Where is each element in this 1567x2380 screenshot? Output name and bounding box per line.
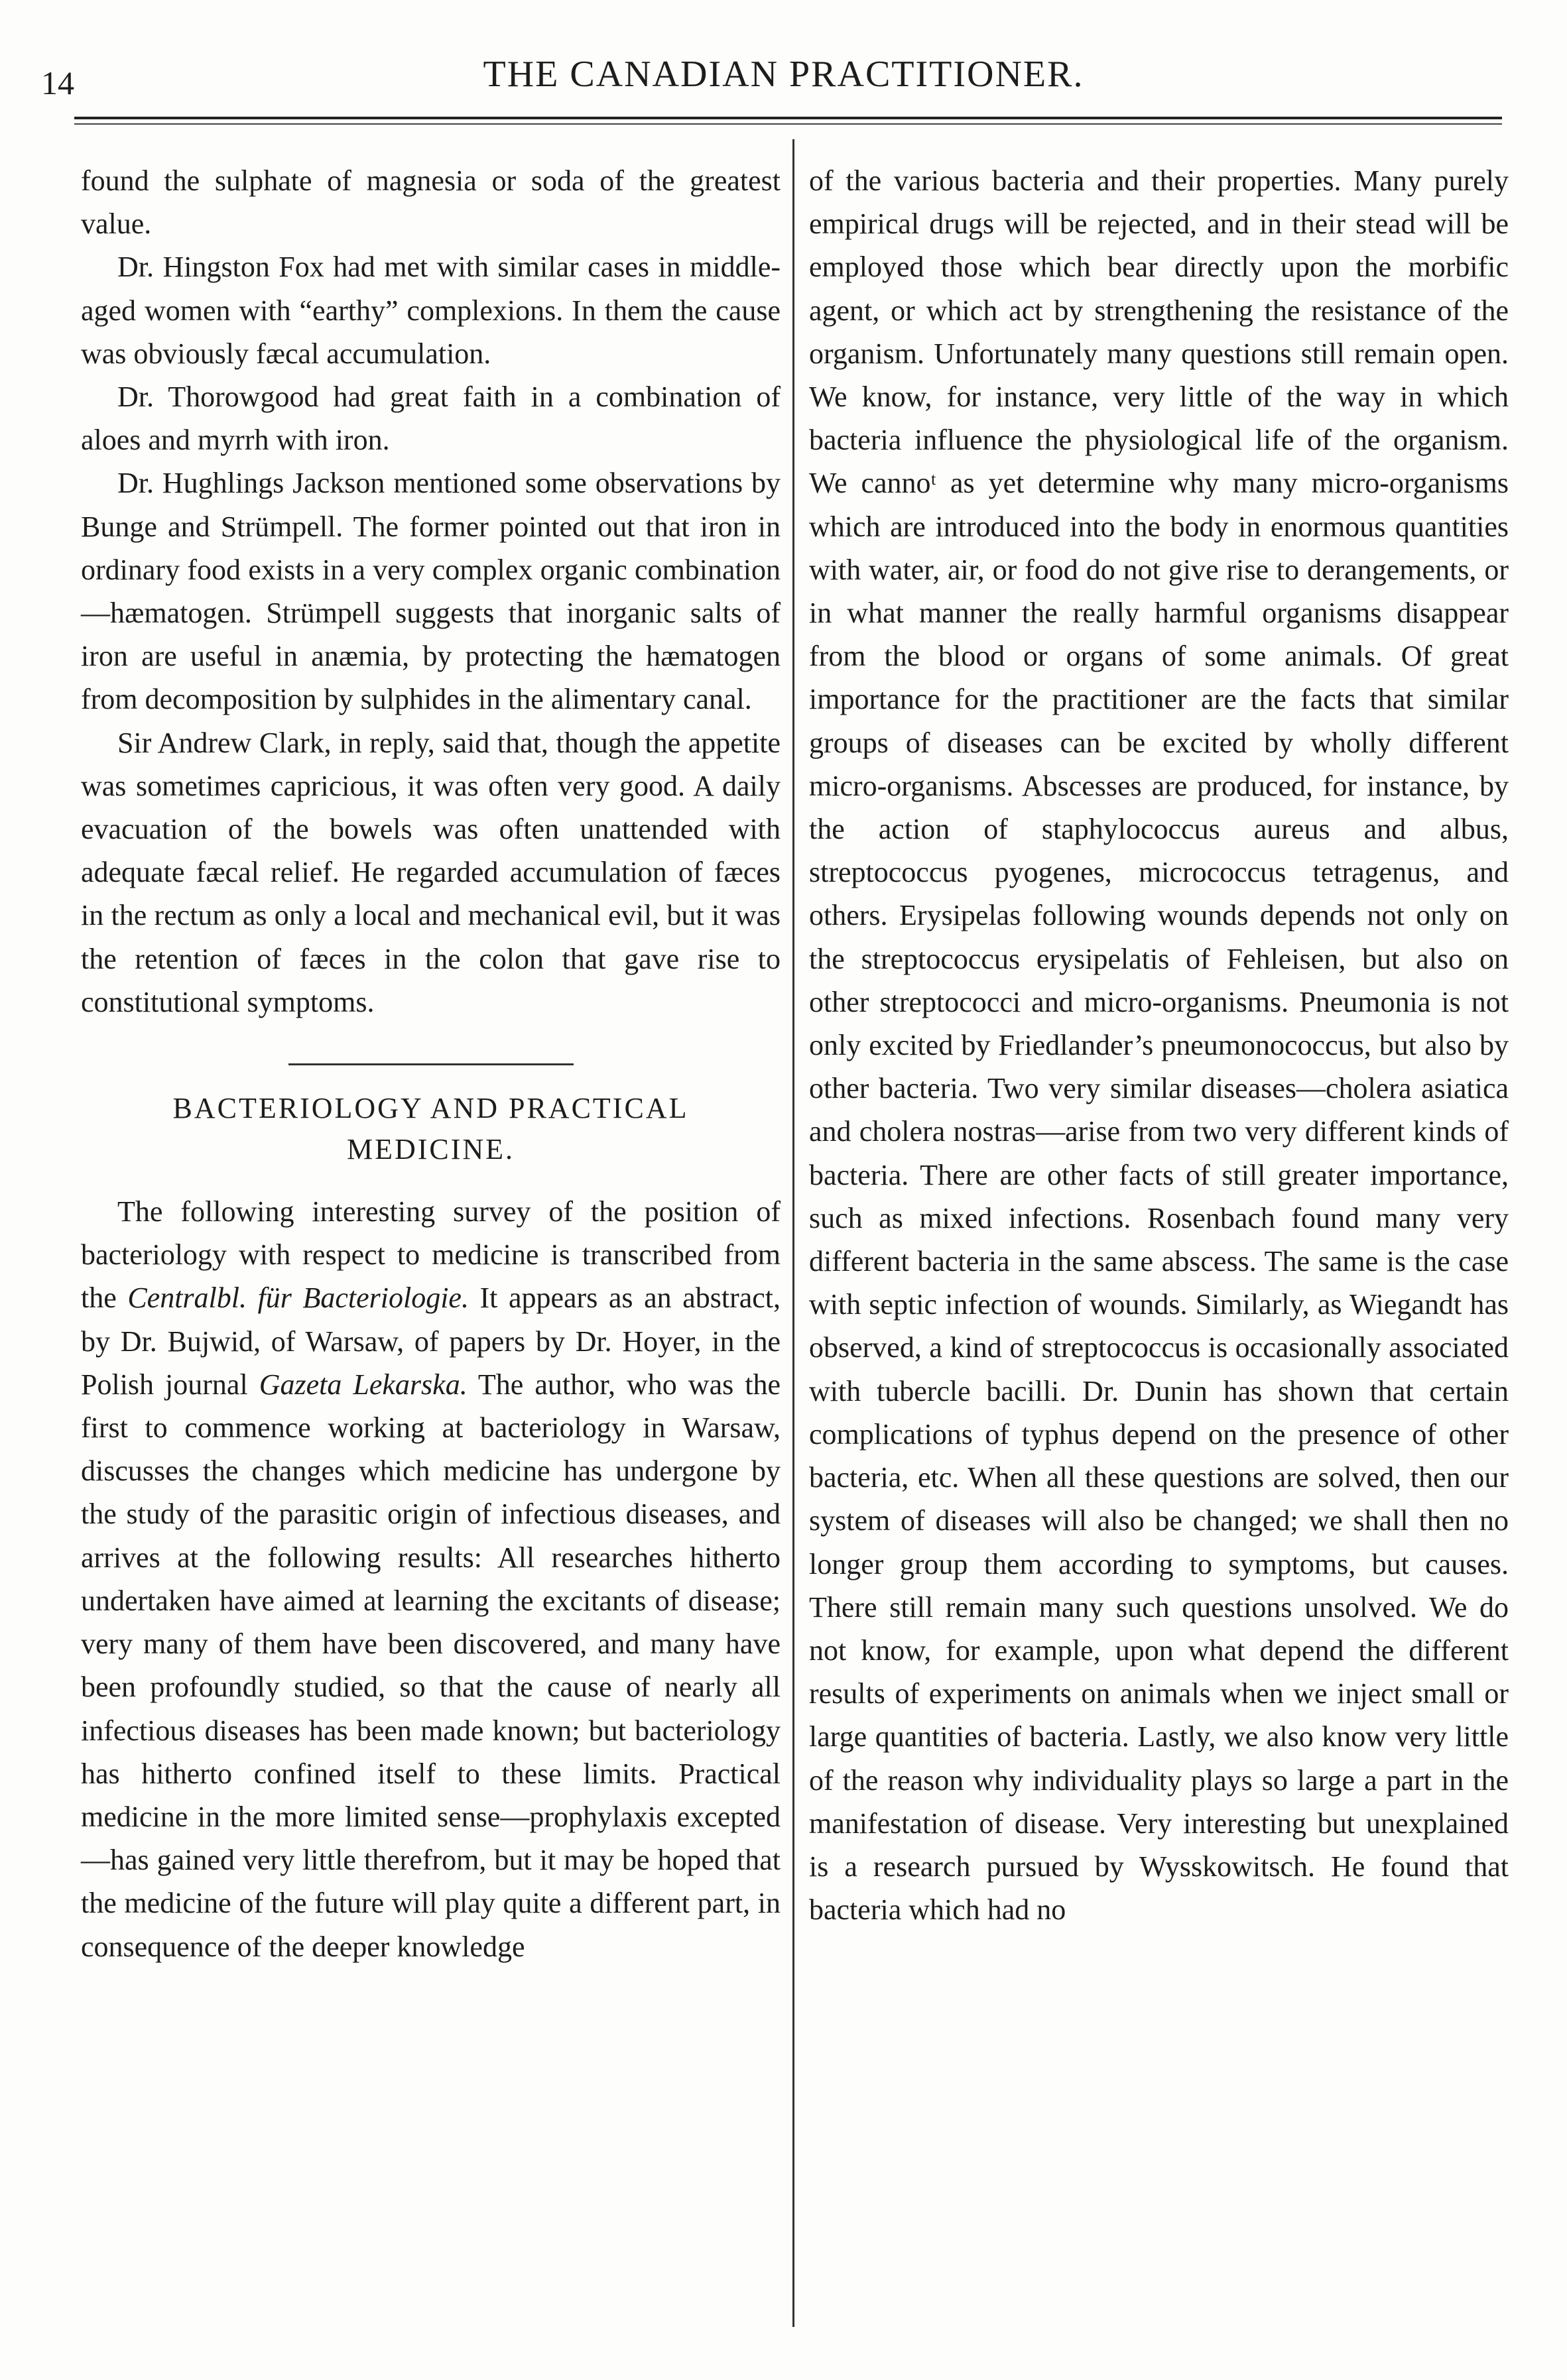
section-heading-line-2: MEDICINE. [346,1133,515,1166]
header-rule-thin [74,123,1502,125]
journal-title-centralblatt: Centralbl. für Bacteriologie. [127,1281,469,1315]
paragraph-6-text-a: The following interesting survey of the position of bacteriology with respect to medicine is transcribed from the [81,1195,781,1315]
header-rule [74,117,1502,119]
journal-title-gazeta: Gazeta Lekarska. [259,1368,468,1401]
left-paragraph-1: found the sulphate of magnesia or soda of the greatest value. [81,164,781,241]
section-heading-line-1: BACTERIOLOGY AND PRACTICAL [172,1092,689,1125]
section-separator [288,1063,574,1065]
left-paragraph-5: Sir Andrew Clark, in reply, said that, though the appetite was sometimes capricious, it was often very good. A daily evacuation of the bowels was often unattended with adequate fæcal relief. He regarded accumulation of fæces in the rectum as only a local and mechanical evil, but it was the retention of fæces in the colon that gave rise to constitutional symptoms. [81,726,781,1018]
right-column [809,159,1509,1931]
column-divider [792,139,794,2327]
left-paragraph-6 [81,1190,781,1968]
section-heading [81,1088,781,1170]
right-paragraph-1: of the various bacteria and their properties. Many purely empirical drugs will be rejected, and in their stead will be employed those which bear directly upon the morbific agent, or which act by strengthening the resistance of the organism. Unfortunately many questions still remain open. We know, for instance, very little of the way in which bacteria influence the physiological life of the organism. We cannoᵗ as yet determine why many micro-organisms which are introduced into the body in enormous quantities with water, air, or food do not give rise to derangements, or in what manner the really harmful organisms disappear from the blood or organs of some animals. Of great importance for the practitioner are the facts that similar groups of diseases can be excited by wholly different micro-organisms. Abscesses are produced, for instance, by the action of staphylococcus aureus and albus, streptococcus pyogenes, micrococcus tetragenus, and others. Erysipelas following wounds depends not only on the streptococcus erysipelatis of Fehleisen, but also on other streptococci and micro-organisms. Pneumonia is not only excited by Friedlander’s pneumonococcus, but also by other bacteria. Two very similar diseases—cholera asiatica and cholera nostras—arise from two very different kinds of bacteria. There are other facts of still greater importance, such as mixed infections. Rosenbach found many very different bacteria in the same abscess. The same is the case with septic infection of wounds. Similarly, as Wiegandt has observed, a kind of streptococcus is occasionally associated with tubercle bacilli. Dr. Dunin has shown that certain complications of typhus depend on the presence of other bacteria, etc. When all these questions are solved, then our system of diseases will also be changed; we shall then no longer group them according to symptoms, but causes. There still remain many such questions unsolved. We do not know, for example, upon what depend the different results of experiments on animals when we inject small or large quantities of bacteria. Lastly, we also know very little of the reason why individuality plays so large a part in the manifestation of disease. Very interesting but unexplained is a research pursued by Wysskowitsch. He found that bacteria which had no [809,164,1509,1927]
left-paragraph-4: Dr. Hughlings Jackson mentioned some observations by Bunge and Strümpell. The former pointed out that iron in ordinary food exists in a very complex organic combination—hæmatogen. Strümpell suggests that inorganic salts of iron are useful in anæmia, by protecting the hæmatogen from decomposition by sulphides in the alimentary canal. [81,467,781,716]
left-paragraph-3: Dr. Thorowgood had great faith in a combination of aloes and myrrh with iron. [81,381,781,457]
page-number: 14 [41,64,74,101]
paragraph-6-text-c: The author, who was the first to commence working at bacteriology in Warsaw, discusses the changes which medicine has undergone by the study of the parasitic origin of infectious diseases, and arrives at the following results: All researches hitherto undertaken have aimed at learning the excitants of disease; very many of them have been discovered, and many have been profoundly studied, so that the cause of nearly all infectious diseases has been made known; but bacteriology has hitherto confined itself to these limits. Practical medicine in the more limited sense—prophylaxis excepted—has gained very little therefrom, but it may be hoped that the medicine of the future will play quite a different part, in consequence of the deeper knowledge [81,1368,781,1963]
running-head: THE CANADIAN PRACTITIONER. [483,54,1084,95]
paragraph-6-text-b: It appears as an abstract, by Dr. Bujwid, of Warsaw, of papers by Dr. Hoyer, in the Polish journal [81,1281,781,1401]
left-paragraph-2: Dr. Hingston Fox had met with similar cases in middle-aged women with “earthy” complexions. In them the cause was obviously fæcal accumulation. [81,251,781,370]
left-column [81,159,781,1968]
